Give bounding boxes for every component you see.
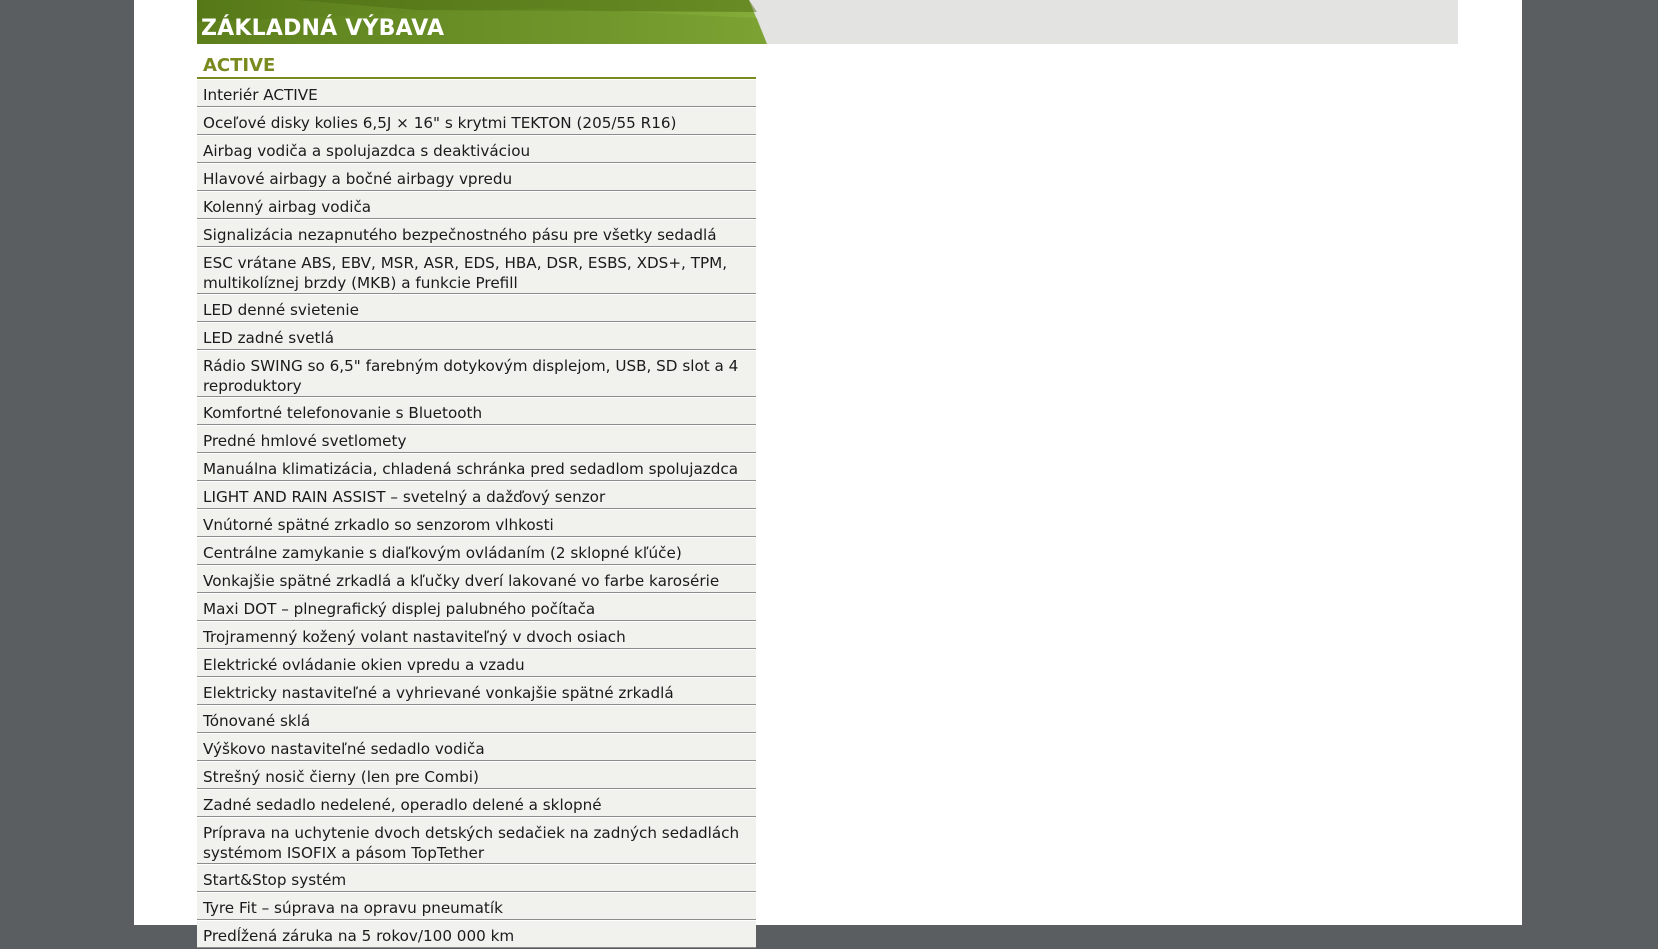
list-item: Elektricky nastaviteľné a vyhrievané vonkajšie spätné zrkadlá [197, 678, 756, 705]
list-item: LIGHT AND RAIN ASSIST – svetelný a dažďový senzor [197, 482, 756, 509]
header-banner [197, 0, 837, 44]
list-item: Airbag vodiča a spolujazdca s deaktiváciou [197, 136, 756, 163]
list-item: Start&Stop systém [197, 865, 756, 892]
page-title: ZÁKLADNÁ VÝBAVA [201, 16, 445, 41]
equipment-list [197, 80, 756, 949]
list-item: Oceľové disky kolies 6,5J × 16" s krytmi TEKTON (205/55 R16) [197, 108, 756, 135]
list-item: Strešný nosič čierny (len pre Combi) [197, 762, 756, 789]
list-item: Elektrické ovládanie okien vpredu a vzadu [197, 650, 756, 677]
list-item: Zadné sedadlo nedelené, operadlo delené a sklopné [197, 790, 756, 817]
list-item: Manuálna klimatizácia, chladená schránka pred sedadlom spolujazdca [197, 454, 756, 481]
list-item: Komfortné telefonovanie s Bluetooth [197, 398, 756, 425]
list-item: Tyre Fit – súprava na opravu pneumatík [197, 893, 756, 920]
list-item: Príprava na uchytenie dvoch detských sedačiek na zadných sedadlách systémom ISOFIX a pásom TopTether [197, 818, 756, 864]
list-item: ESC vrátane ABS, EBV, MSR, ASR, EDS, HBA, DSR, ESBS, XDS+, TPM, multikolíznej brzdy (MKB) a funkcie Prefill [197, 248, 756, 294]
list-item: Maxi DOT – plnegrafický displej palubného počítača [197, 594, 756, 621]
list-item: Vonkajšie spätné zrkadlá a kľučky dverí lakované vo farbe karosérie [197, 566, 756, 593]
list-item: Vnútorné spätné zrkadlo so senzorom vlhkosti [197, 510, 756, 537]
list-item: LED zadné svetlá [197, 323, 756, 350]
list-item: Hlavové airbagy a bočné airbagy vpredu [197, 164, 756, 191]
section-title: ACTIVE [203, 55, 276, 76]
list-item: Kolenný airbag vodiča [197, 192, 756, 219]
list-item: Interiér ACTIVE [197, 80, 756, 107]
list-item: Tónované sklá [197, 706, 756, 733]
list-item: Trojramenný kožený volant nastaviteľný v dvoch osiach [197, 622, 756, 649]
list-item: Signalizácia nezapnutého bezpečnostného pásu pre všetky sedadlá [197, 220, 756, 247]
section-divider [197, 77, 756, 79]
list-item: Centrálne zamykanie s diaľkovým ovládaním (2 sklopné kľúče) [197, 538, 756, 565]
list-item: Rádio SWING so 6,5" farebným dotykovým displejom, USB, SD slot a 4 reproduktory [197, 351, 756, 397]
list-item: LED denné svietenie [197, 295, 756, 322]
list-item: Predĺžená záruka na 5 rokov/100 000 km [197, 921, 756, 948]
list-item: Predné hmlové svetlomety [197, 426, 756, 453]
list-item: Výškovo nastaviteľné sedadlo vodiča [197, 734, 756, 761]
